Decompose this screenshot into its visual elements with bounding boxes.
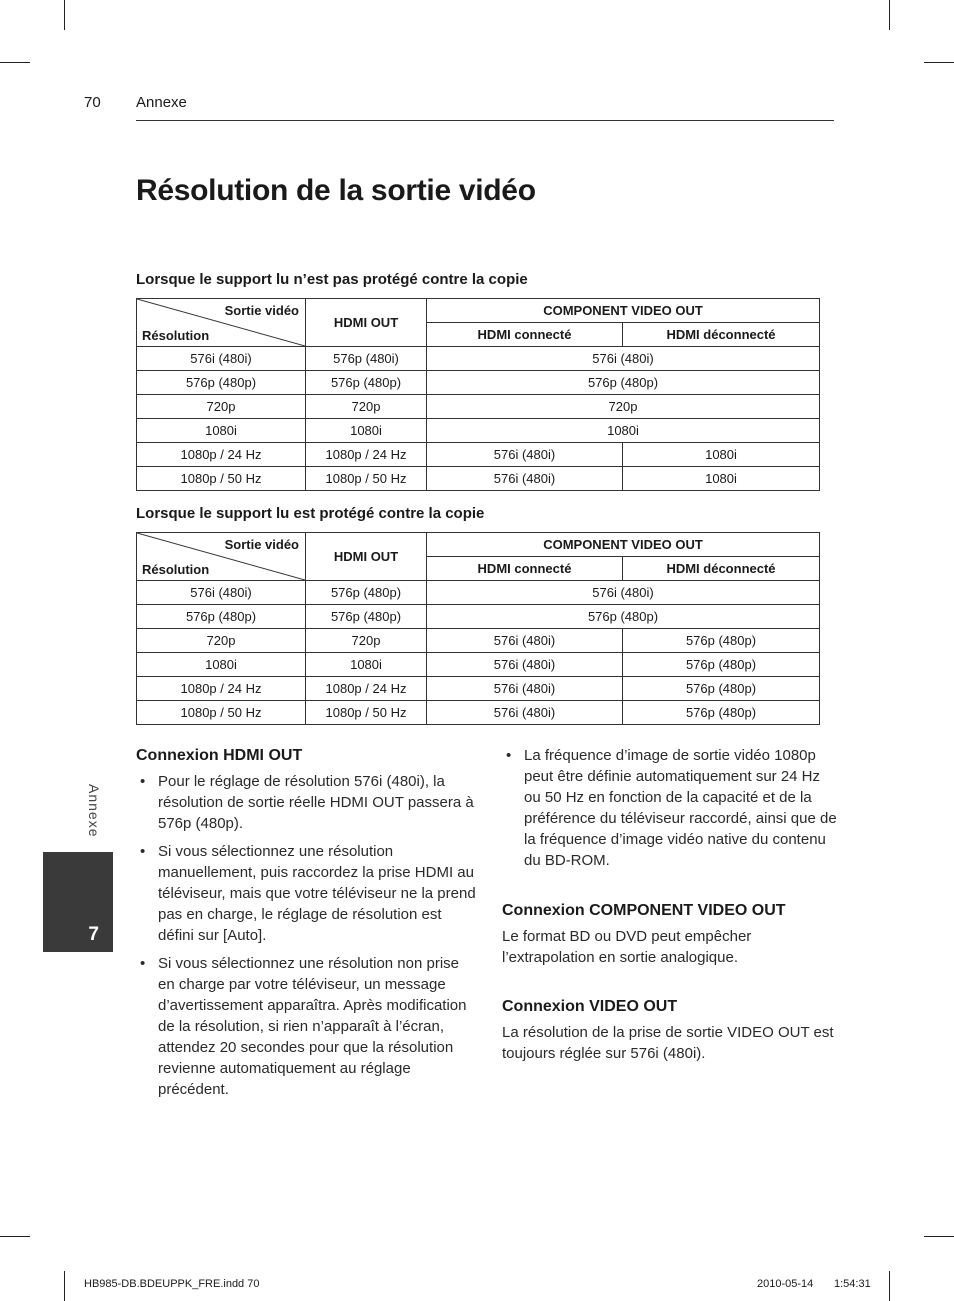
table-cell: 576p (480p) [623, 653, 820, 677]
footer-date: 2010-05-14 [757, 1278, 814, 1290]
left-column [136, 745, 476, 1107]
subheader-hdmi-disconnected: HDMI déconnecté [623, 323, 820, 347]
video-section-heading: Connexion VIDEO OUT [502, 998, 678, 1015]
list-item: • Si vous sélectionnez une résolution non prise en charge par votre téléviseur, un message d’avertissement apparaîtra. Après modification de la résolution, si rien n’apparaît à l’écran, attendez 20 secondes pour que la résolution revienne automatiquement au réglage précédent. [136, 953, 476, 1100]
table-cell: 576p (480p) [623, 677, 820, 701]
resolution-table-protected [136, 532, 820, 725]
right-column [502, 745, 840, 1064]
table-cell: 576p (480p) [427, 605, 820, 629]
crop-mark [889, 0, 890, 30]
table-cell: 576p (480i) [306, 347, 427, 371]
table-cell: 576i (480i) [427, 629, 623, 653]
hdmi-bullet-list [136, 771, 476, 1100]
section-label: Annexe [136, 94, 187, 111]
corner-cell [137, 533, 306, 581]
header-hdmi-out: HDMI OUT [306, 533, 427, 581]
side-tab-label: Annexe [86, 784, 102, 838]
table-row [137, 629, 820, 653]
table-row [137, 467, 820, 491]
table-row [137, 605, 820, 629]
list-item: • La fréquence d’image de sortie vidéo 1080p peut être définie automatiquement sur 24 Hz ou 50 Hz en fonction de la capacité et de la préférence du téléviseur raccordé, ainsi que de la fréquence d’image vidéo native du contenu du BD-ROM. [502, 745, 840, 871]
crop-mark [889, 1271, 890, 1301]
table-cell: 576i (480i) [137, 347, 306, 371]
table2-heading: Lorsque le support lu est protégé contre la copie [136, 505, 485, 522]
table-cell: 576p (480p) [427, 371, 820, 395]
table-cell: 576i (480i) [427, 677, 623, 701]
table-cell: 576p (480p) [306, 605, 427, 629]
table-row [137, 443, 820, 467]
header-component-out: COMPONENT VIDEO OUT [427, 299, 820, 323]
chapter-number: 7 [88, 924, 99, 945]
table-cell: 576i (480i) [427, 347, 820, 371]
table-cell: 576p (480p) [137, 605, 306, 629]
corner-top-label: Sortie vidéo [224, 537, 299, 552]
table-cell: 720p [427, 395, 820, 419]
crop-mark [924, 62, 954, 63]
crop-mark [64, 0, 65, 30]
table-cell: 1080i [306, 653, 427, 677]
header-component-out: COMPONENT VIDEO OUT [427, 533, 820, 557]
table-cell: 1080p / 50 Hz [137, 701, 306, 725]
table-cell: 576i (480i) [427, 701, 623, 725]
corner-bottom-label: Résolution [142, 562, 210, 577]
table-cell: 1080i [623, 443, 820, 467]
table-body [137, 581, 820, 725]
table-cell: 720p [306, 395, 427, 419]
table-row [137, 653, 820, 677]
table-cell: 1080p / 50 Hz [306, 467, 427, 491]
table-row [137, 581, 820, 605]
crop-mark [924, 1236, 954, 1237]
footer-time: 1:54:31 [834, 1278, 871, 1290]
table1-heading: Lorsque le support lu n’est pas protégé contre la copie [136, 271, 528, 288]
table-cell: 1080p / 50 Hz [306, 701, 427, 725]
table-cell: 576p (480p) [623, 629, 820, 653]
table-cell: 576p (480p) [137, 371, 306, 395]
crop-mark [0, 62, 30, 63]
hdmi-section-heading: Connexion HDMI OUT [136, 747, 303, 764]
page-number: 70 [84, 94, 101, 111]
corner-bottom-label: Résolution [142, 328, 210, 343]
table-body [137, 347, 820, 491]
subheader-hdmi-connected: HDMI connecté [427, 323, 623, 347]
table-cell: 576i (480i) [427, 467, 623, 491]
right-bullet-list [502, 745, 840, 871]
table-row [137, 701, 820, 725]
table-cell: 1080p / 24 Hz [306, 443, 427, 467]
table-cell: 576p (480p) [306, 371, 427, 395]
table-cell: 1080i [137, 653, 306, 677]
table-cell: 1080p / 24 Hz [306, 677, 427, 701]
corner-cell [137, 299, 306, 347]
table-cell: 720p [306, 629, 427, 653]
subheader-hdmi-disconnected: HDMI déconnecté [623, 557, 820, 581]
page-title: Résolution de la sortie vidéo [136, 174, 536, 207]
table-cell: 1080p / 24 Hz [137, 677, 306, 701]
chapter-tab [43, 852, 113, 952]
table-row [137, 419, 820, 443]
crop-mark [64, 1271, 65, 1301]
table-cell: 1080i [623, 467, 820, 491]
table-row [137, 677, 820, 701]
table-cell: 1080i [137, 419, 306, 443]
table-cell: 1080i [306, 419, 427, 443]
table-cell: 1080p / 24 Hz [137, 443, 306, 467]
component-section-text: Le format BD ou DVD peut empêcher l’extrapolation en sortie analogique. [502, 928, 752, 966]
header-hdmi-out: HDMI OUT [306, 299, 427, 347]
crop-mark [0, 1236, 30, 1237]
resolution-table-unprotected [136, 298, 820, 491]
table-row [137, 347, 820, 371]
footer-filename: HB985-DB.BDEUPPK_FRE.indd 70 [84, 1278, 260, 1290]
table-cell: 576p (480p) [306, 581, 427, 605]
table-cell: 576i (480i) [427, 653, 623, 677]
table-cell: 576i (480i) [137, 581, 306, 605]
component-section-heading: Connexion COMPONENT VIDEO OUT [502, 902, 786, 919]
corner-top-label: Sortie vidéo [224, 303, 299, 318]
table-cell: 576i (480i) [427, 581, 820, 605]
list-item: • Si vous sélectionnez une résolution manuellement, puis raccordez la prise HDMI au téléviseur, mais que votre téléviseur ne la prend pas en charge, le réglage de résolution est défini sur [Auto]. [136, 841, 476, 946]
table-cell: 720p [137, 395, 306, 419]
table-row [137, 371, 820, 395]
list-item: • Pour le réglage de résolution 576i (480i), la résolution de sortie réelle HDMI OUT passera à 576p (480p). [136, 771, 476, 834]
page-header [84, 94, 834, 121]
table-cell: 720p [137, 629, 306, 653]
table-cell: 1080p / 50 Hz [137, 467, 306, 491]
table-cell: 576p (480p) [623, 701, 820, 725]
subheader-hdmi-connected: HDMI connecté [427, 557, 623, 581]
video-section-text: La résolution de la prise de sortie VIDEO OUT est toujours réglée sur 576i (480i). [502, 1024, 834, 1062]
table-row [137, 395, 820, 419]
table-cell: 576i (480i) [427, 443, 623, 467]
table-cell: 1080i [427, 419, 820, 443]
